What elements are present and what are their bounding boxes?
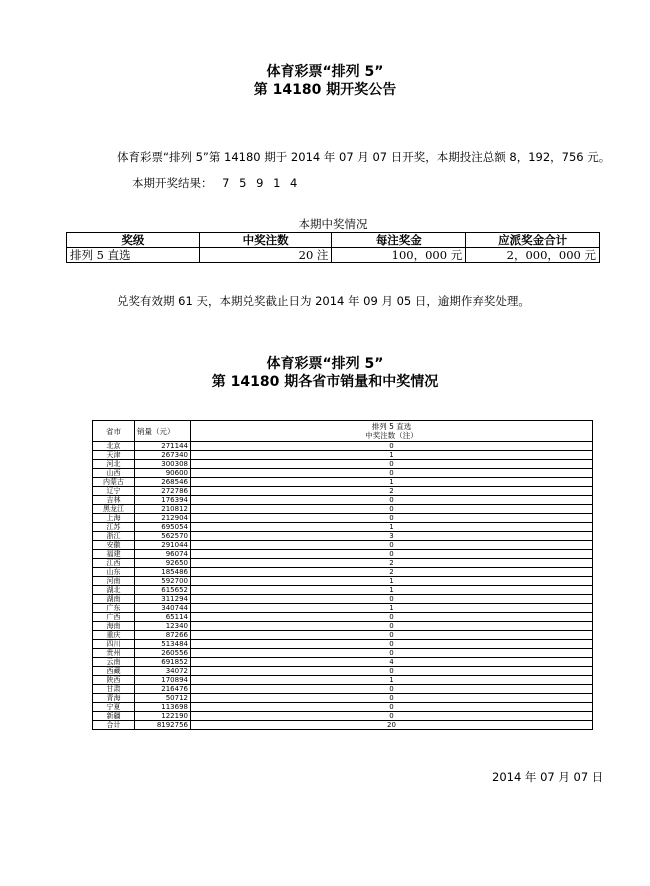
province-sales: 210812 xyxy=(135,505,191,514)
table-row xyxy=(93,496,593,505)
province-sales: 122190 xyxy=(135,712,191,721)
province-sales: 92650 xyxy=(135,559,191,568)
province-table xyxy=(92,420,593,730)
table-row xyxy=(93,487,593,496)
province-sales: 96074 xyxy=(135,550,191,559)
report-subtitle: 第 14180 期各省市销量和中奖情况 xyxy=(211,374,439,390)
province-name: 新疆 xyxy=(93,712,135,721)
province-winners: 2 xyxy=(191,487,593,496)
table-row xyxy=(93,613,593,622)
province-name: 云南 xyxy=(93,658,135,667)
province-sales: 8192756 xyxy=(135,721,191,730)
province-name: 湖北 xyxy=(93,586,135,595)
province-winners: 0 xyxy=(191,622,593,631)
province-winners: 1 xyxy=(191,577,593,586)
province-winners: 4 xyxy=(191,658,593,667)
province-table-header xyxy=(93,421,593,442)
province-sales: 170894 xyxy=(135,676,191,685)
table-row xyxy=(93,649,593,658)
province-sales: 695054 xyxy=(135,523,191,532)
province-sales: 300308 xyxy=(135,460,191,469)
province-name: 吉林 xyxy=(93,496,135,505)
table-row xyxy=(93,694,593,703)
province-sales: 340744 xyxy=(135,604,191,613)
table-row xyxy=(93,568,593,577)
province-winners: 0 xyxy=(191,703,593,712)
table-row xyxy=(93,640,593,649)
province-winners: 1 xyxy=(191,676,593,685)
province-winners: 0 xyxy=(191,613,593,622)
province-winners: 0 xyxy=(191,685,593,694)
result-label: 本期开奖结果： xyxy=(132,176,213,190)
prize-caption: 本期中奖情况 xyxy=(298,217,368,231)
province-winners: 0 xyxy=(191,694,593,703)
prize-table xyxy=(66,232,600,263)
header-winners-line1: 排列 5 直选 xyxy=(371,422,412,431)
province-name: 陕西 xyxy=(93,676,135,685)
table-row xyxy=(93,505,593,514)
province-winners: 0 xyxy=(191,460,593,469)
prize-header-level: 奖级 xyxy=(67,233,200,248)
province-name: 内蒙古 xyxy=(93,478,135,487)
province-winners: 1 xyxy=(191,478,593,487)
province-winners: 2 xyxy=(191,568,593,577)
province-sales: 87266 xyxy=(135,631,191,640)
prize-header-amount: 每注奖金 xyxy=(332,233,466,248)
province-name: 浙江 xyxy=(93,532,135,541)
province-winners: 0 xyxy=(191,640,593,649)
province-sales: 12340 xyxy=(135,622,191,631)
province-sales: 691852 xyxy=(135,658,191,667)
table-row xyxy=(93,478,593,487)
draw-result xyxy=(132,176,300,190)
header-winners-line2: 中奖注数（注） xyxy=(365,431,418,440)
province-sales: 271144 xyxy=(135,442,191,451)
province-sales: 267340 xyxy=(135,451,191,460)
province-name: 山东 xyxy=(93,568,135,577)
province-sales: 185486 xyxy=(135,568,191,577)
province-winners: 1 xyxy=(191,451,593,460)
header-sales: 销量（元） xyxy=(135,421,191,442)
province-name: 辽宁 xyxy=(93,487,135,496)
province-winners: 0 xyxy=(191,469,593,478)
province-sales: 216476 xyxy=(135,685,191,694)
province-sales: 34072 xyxy=(135,667,191,676)
province-winners: 1 xyxy=(191,586,593,595)
province-name: 福建 xyxy=(93,550,135,559)
table-row xyxy=(93,712,593,721)
header-winners xyxy=(191,421,593,442)
province-name: 宁夏 xyxy=(93,703,135,712)
table-row xyxy=(93,469,593,478)
table-row xyxy=(93,658,593,667)
table-row xyxy=(93,604,593,613)
province-name: 河北 xyxy=(93,460,135,469)
table-row xyxy=(93,541,593,550)
province-sales: 311294 xyxy=(135,595,191,604)
province-sales: 592700 xyxy=(135,577,191,586)
province-name: 重庆 xyxy=(93,631,135,640)
province-name: 山西 xyxy=(93,469,135,478)
province-winners: 0 xyxy=(191,667,593,676)
prize-count: 20 注 xyxy=(199,248,332,263)
province-winners: 0 xyxy=(191,550,593,559)
province-name: 广东 xyxy=(93,604,135,613)
table-row xyxy=(93,460,593,469)
province-winners: 0 xyxy=(191,541,593,550)
province-winners: 0 xyxy=(191,442,593,451)
province-name: 安徽 xyxy=(93,541,135,550)
table-row xyxy=(93,523,593,532)
prize-amount: 100，000 元 xyxy=(332,248,466,263)
province-name: 黑龙江 xyxy=(93,505,135,514)
table-row xyxy=(93,532,593,541)
prize-header-total: 应派奖金合计 xyxy=(466,233,600,248)
announcement-title: 体育彩票“排列 5” xyxy=(266,64,384,80)
province-name: 四川 xyxy=(93,640,135,649)
province-sales: 562570 xyxy=(135,532,191,541)
province-sales: 268546 xyxy=(135,478,191,487)
province-sales: 113698 xyxy=(135,703,191,712)
province-sales: 291044 xyxy=(135,541,191,550)
province-name: 广西 xyxy=(93,613,135,622)
result-numbers: 7 5 9 1 4 xyxy=(222,176,301,190)
table-row xyxy=(93,514,593,523)
province-name: 合计 xyxy=(93,721,135,730)
announcement-subtitle: 第 14180 期开奖公告 xyxy=(253,82,397,98)
province-sales: 615652 xyxy=(135,586,191,595)
province-table-body xyxy=(93,442,593,730)
header-province: 省市 xyxy=(93,421,135,442)
province-winners: 0 xyxy=(191,514,593,523)
province-name: 海南 xyxy=(93,622,135,631)
table-row xyxy=(93,559,593,568)
table-row xyxy=(67,248,600,263)
province-winners: 0 xyxy=(191,712,593,721)
province-sales: 260556 xyxy=(135,649,191,658)
table-row xyxy=(93,577,593,586)
province-name: 贵州 xyxy=(93,649,135,658)
prize-table-header xyxy=(67,233,600,248)
province-winners: 2 xyxy=(191,559,593,568)
province-sales: 272786 xyxy=(135,487,191,496)
province-sales: 50712 xyxy=(135,694,191,703)
province-name: 江西 xyxy=(93,559,135,568)
prize-total: 2，000，000 元 xyxy=(466,248,600,263)
province-sales: 90600 xyxy=(135,469,191,478)
table-row xyxy=(93,451,593,460)
province-sales: 212904 xyxy=(135,514,191,523)
prize-header-count: 中奖注数 xyxy=(199,233,332,248)
table-row xyxy=(93,586,593,595)
province-winners: 1 xyxy=(191,604,593,613)
prize-level: 排列 5 直选 xyxy=(67,248,200,263)
table-row xyxy=(93,685,593,694)
claim-notice: 兑奖有效期 61 天，本期兑奖截止日为 2014 年 09 月 05 日，逾期作弃奖处理。 xyxy=(117,294,530,308)
report-date: 2014 年 07 月 07 日 xyxy=(492,770,604,784)
table-row xyxy=(93,631,593,640)
province-name: 上海 xyxy=(93,514,135,523)
province-name: 西藏 xyxy=(93,667,135,676)
table-row xyxy=(93,442,593,451)
province-name: 河南 xyxy=(93,577,135,586)
province-name: 青海 xyxy=(93,694,135,703)
province-winners: 0 xyxy=(191,649,593,658)
province-winners: 0 xyxy=(191,496,593,505)
draw-intro: 体育彩票“排列 5”第 14180 期于 2014 年 07 月 07 日开奖，本期投注总额 8，192，756 元。 xyxy=(117,150,611,164)
province-sales: 65114 xyxy=(135,613,191,622)
table-row xyxy=(93,622,593,631)
table-row xyxy=(93,595,593,604)
province-sales: 176394 xyxy=(135,496,191,505)
table-row xyxy=(93,667,593,676)
province-winners: 3 xyxy=(191,532,593,541)
province-name: 北京 xyxy=(93,442,135,451)
table-row xyxy=(93,721,593,730)
province-name: 天津 xyxy=(93,451,135,460)
table-row xyxy=(93,676,593,685)
province-winners: 0 xyxy=(191,631,593,640)
province-winners: 20 xyxy=(191,721,593,730)
report-title: 体育彩票“排列 5” xyxy=(266,356,384,372)
province-winners: 0 xyxy=(191,505,593,514)
province-name: 甘肃 xyxy=(93,685,135,694)
province-winners: 1 xyxy=(191,523,593,532)
table-row xyxy=(93,550,593,559)
province-sales: 513484 xyxy=(135,640,191,649)
table-row xyxy=(93,703,593,712)
province-winners: 0 xyxy=(191,595,593,604)
province-name: 湖南 xyxy=(93,595,135,604)
province-name: 江苏 xyxy=(93,523,135,532)
